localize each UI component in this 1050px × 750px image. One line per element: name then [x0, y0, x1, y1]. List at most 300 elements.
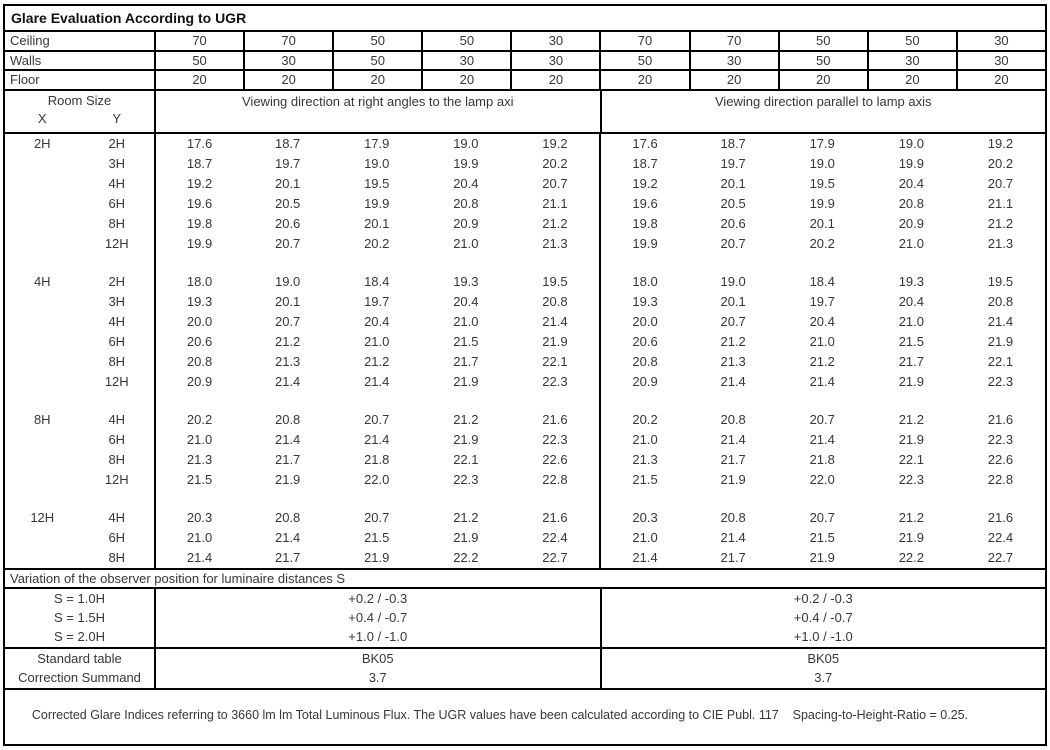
ugr-value-cell: 20.2 — [364, 236, 390, 251]
surface-value-cell: 20 — [778, 71, 867, 89]
room-y-cell — [80, 392, 155, 410]
ugr-value-cell: 19.8 — [599, 214, 688, 234]
ugr-value-cell: 21.5 — [364, 530, 390, 545]
ugr-value-cell: 18.7 — [720, 136, 746, 151]
surface-value-cell: 30 — [421, 52, 510, 70]
ugr-value-cell: 21.8 — [809, 452, 835, 467]
ugr-row — [5, 174, 1045, 194]
ugr-value-cell: 20.7 — [720, 236, 746, 251]
ugr-value-cell: 21.5 — [453, 334, 479, 349]
room-x-cell — [5, 490, 80, 508]
observer-distance-row-label: S = 2.0H — [54, 629, 105, 645]
ugr-value-cell: 19.9 — [599, 234, 688, 254]
room-x-cell — [5, 430, 80, 450]
ugr-value-cell — [689, 490, 778, 508]
room-y-cell: 4H — [108, 314, 126, 329]
ugr-value-cell — [154, 392, 243, 410]
ugr-value-cell: 20.8 — [987, 294, 1014, 309]
axis-x-label: X — [37, 110, 47, 126]
ugr-row — [5, 234, 1045, 254]
ugr-value-cell: 21.6 — [542, 510, 568, 525]
ugr-value-cell: 20.6 — [274, 216, 301, 231]
surface-row-label: Ceiling — [10, 33, 50, 49]
ugr-value-cell: 22.3 — [898, 472, 924, 487]
room-y-cell: 8H — [108, 452, 126, 467]
ugr-row — [5, 450, 1045, 470]
ugr-row — [5, 194, 1045, 214]
surface-value-cell: 30 — [243, 52, 332, 70]
ugr-value-cell: 21.0 — [154, 430, 243, 450]
ugr-value-cell: 20.2 — [987, 156, 1014, 171]
ugr-value-cell: 19.0 — [453, 136, 479, 151]
ugr-value-cell: 19.2 — [154, 174, 243, 194]
ugr-value-cell: 19.3 — [154, 292, 243, 312]
ugr-value-cell: 22.0 — [364, 472, 390, 487]
ugr-table — [3, 4, 1047, 746]
ugr-value-cell: 21.6 — [987, 510, 1014, 525]
ugr-value-cell: 21.4 — [720, 374, 746, 389]
ugr-value-cell: 19.0 — [274, 274, 301, 289]
room-y-cell: 6H — [108, 530, 126, 545]
ugr-value-cell: 20.4 — [453, 294, 479, 309]
ugr-value-cell — [154, 490, 243, 508]
ugr-value-cell: 21.4 — [720, 530, 746, 545]
room-x-cell — [5, 312, 80, 332]
ugr-row — [5, 332, 1045, 352]
footer-note: Corrected Glare Indices referring to 3660 lm lm Total Luminous Flux. The UGR values have been calculated according to CIE Publ. 117 Spacing-to-Height-Ratio = 0.25. — [31, 708, 969, 723]
surface-value-cell: 50 — [332, 32, 421, 50]
ugr-value-cell: 19.2 — [599, 174, 688, 194]
ugr-value-cell: 21.4 — [809, 432, 835, 447]
ugr-value-cell — [867, 254, 956, 272]
ugr-value-cell: 20.4 — [898, 294, 924, 309]
ugr-value-cell: 22.1 — [987, 354, 1014, 369]
room-x-cell — [5, 292, 80, 312]
summary-row-right-value: BK05 — [600, 649, 1046, 669]
ugr-value-cell — [510, 490, 599, 508]
ugr-value-cell: 19.7 — [720, 156, 746, 171]
room-y-cell — [80, 490, 155, 508]
ugr-value-cell — [778, 490, 867, 508]
ugr-row — [5, 312, 1045, 332]
spacer-row — [5, 490, 1045, 508]
ugr-value-cell: 19.9 — [154, 234, 243, 254]
ugr-row — [5, 272, 1045, 292]
ugr-value-cell: 22.7 — [542, 550, 568, 565]
ugr-value-cell: 19.7 — [274, 156, 301, 171]
ugr-value-cell — [332, 490, 421, 508]
ugr-value-cell: 20.2 — [154, 410, 243, 430]
ugr-value-cell — [956, 490, 1045, 508]
ugr-value-cell: 20.8 — [599, 352, 688, 372]
summary-row-left-value: BK05 — [154, 649, 600, 669]
ugr-value-cell: 20.4 — [453, 176, 479, 191]
ugr-row — [5, 548, 1045, 568]
ugr-value-cell: 19.6 — [154, 194, 243, 214]
ugr-value-cell: 21.5 — [809, 530, 835, 545]
ugr-value-cell: 20.7 — [542, 176, 568, 191]
viewing-direction-parallel-header: Viewing direction parallel to lamp axis — [600, 91, 1046, 132]
ugr-value-cell: 21.4 — [364, 432, 390, 447]
ugr-value-cell: 21.9 — [720, 472, 746, 487]
room-x-cell: 12H — [30, 510, 55, 525]
ugr-value-cell: 20.8 — [720, 510, 746, 525]
ugr-value-cell: 20.4 — [809, 314, 835, 329]
room-size-header-cell — [5, 91, 154, 132]
ugr-value-cell: 20.6 — [154, 332, 243, 352]
room-x-cell — [5, 332, 80, 352]
ugr-row — [5, 372, 1045, 392]
room-y-cell: 2H — [108, 274, 126, 289]
surface-value-cell: 70 — [243, 32, 332, 50]
ugr-value-cell: 21.9 — [898, 432, 924, 447]
surface-value-cell: 30 — [956, 32, 1045, 50]
room-y-cell: 8H — [108, 354, 126, 369]
ugr-value-cell: 19.5 — [542, 274, 568, 289]
ugr-value-cell: 19.2 — [542, 136, 568, 151]
ugr-value-cell: 20.6 — [720, 216, 746, 231]
surface-value-cell: 50 — [778, 52, 867, 70]
ugr-value-cell: 20.9 — [898, 216, 924, 231]
ugr-value-cell: 21.7 — [898, 354, 924, 369]
room-x-cell — [5, 154, 80, 174]
ugr-row — [5, 134, 1045, 154]
surface-value-cell: 30 — [956, 52, 1045, 70]
surface-value-cell: 50 — [421, 32, 510, 50]
ugr-value-cell: 21.3 — [542, 236, 568, 251]
room-x-cell — [5, 174, 80, 194]
ugr-value-cell: 21.2 — [274, 334, 301, 349]
surface-value-cell: 50 — [778, 32, 867, 50]
surface-value-cell: 20 — [332, 71, 421, 89]
room-y-cell: 3H — [108, 294, 126, 309]
ugr-value-cell: 18.7 — [154, 154, 243, 174]
observer-distance-row-label: S = 1.5H — [54, 610, 105, 626]
ugr-value-cell: 19.2 — [987, 136, 1014, 151]
page-title: Glare Evaluation According to UGR — [11, 10, 247, 26]
ugr-value-cell: 21.1 — [542, 196, 568, 211]
ugr-value-cell: 20.7 — [364, 412, 390, 427]
ugr-value-cell: 22.0 — [809, 472, 835, 487]
footer-row — [5, 688, 1045, 744]
ugr-value-cell: 20.8 — [274, 510, 301, 525]
ugr-value-cell: 20.7 — [364, 510, 390, 525]
ugr-value-cell: 21.4 — [154, 548, 243, 568]
surface-row-label: Floor — [10, 72, 40, 88]
ugr-value-cell — [154, 254, 243, 272]
summary-row-label: Correction Summand — [18, 670, 141, 686]
surface-row — [5, 71, 1045, 91]
ugr-value-cell — [689, 392, 778, 410]
ugr-value-cell: 21.7 — [720, 550, 746, 565]
ugr-value-cell: 21.2 — [453, 412, 479, 427]
ugr-value-cell: 21.6 — [987, 412, 1014, 427]
ugr-value-cell: 22.1 — [453, 452, 479, 467]
ugr-value-cell: 20.1 — [720, 176, 746, 191]
room-x-cell: 2H — [33, 136, 51, 151]
ugr-row — [5, 528, 1045, 548]
surface-value-cell: 30 — [867, 52, 956, 70]
ugr-value-cell: 20.7 — [987, 176, 1014, 191]
ugr-value-cell: 21.3 — [987, 236, 1014, 251]
summary-row-left-value: 3.7 — [154, 668, 600, 688]
ugr-value-cell: 20.1 — [274, 294, 301, 309]
ugr-value-cell: 22.6 — [987, 452, 1014, 467]
ugr-value-cell: 21.9 — [542, 334, 568, 349]
ugr-value-cell: 17.9 — [809, 136, 835, 151]
ugr-value-cell: 21.3 — [274, 354, 301, 369]
ugr-value-cell — [332, 254, 421, 272]
ugr-value-cell: 21.1 — [987, 196, 1014, 211]
ugr-row — [5, 508, 1045, 528]
surface-value-cell: 20 — [510, 71, 599, 89]
room-x-cell — [5, 528, 80, 548]
room-x-cell — [5, 214, 80, 234]
ugr-value-cell: 19.3 — [453, 274, 479, 289]
ugr-value-cell: 22.6 — [542, 452, 568, 467]
room-x-cell — [5, 392, 80, 410]
ugr-value-cell: 21.0 — [898, 314, 924, 329]
ugr-value-cell: 21.0 — [453, 236, 479, 251]
surface-row-label: Walls — [10, 52, 42, 68]
room-x-cell: 8H — [33, 412, 51, 427]
ugr-value-cell: 19.9 — [898, 156, 924, 171]
surface-value-cell: 20 — [421, 71, 510, 89]
ugr-value-cell: 21.0 — [898, 236, 924, 251]
ugr-value-cell: 19.9 — [453, 156, 479, 171]
observer-distance-row-label: S = 1.0H — [54, 590, 105, 606]
ugr-value-cell — [867, 490, 956, 508]
ugr-value-cell: 21.9 — [987, 334, 1014, 349]
room-x-cell — [5, 548, 80, 568]
ugr-value-cell — [421, 392, 510, 410]
ugr-value-cell: 17.6 — [599, 134, 688, 154]
ugr-value-cell: 21.2 — [987, 216, 1014, 231]
ugr-value-cell — [599, 490, 688, 508]
observer-distance-row-right-value: +0.2 / -0.3 — [600, 589, 1046, 608]
room-y-cell: 8H — [108, 216, 126, 231]
ugr-value-cell: 20.1 — [274, 176, 301, 191]
surface-value-cell: 20 — [154, 71, 243, 89]
ugr-value-cell: 21.9 — [364, 550, 390, 565]
ugr-value-cell: 20.0 — [154, 312, 243, 332]
ugr-value-cell: 21.0 — [364, 334, 390, 349]
summary-rows — [5, 647, 1045, 688]
ugr-value-cell: 20.8 — [453, 196, 479, 211]
surface-value-cell: 50 — [154, 52, 243, 70]
room-y-cell: 12H — [104, 472, 129, 487]
ugr-value-cell — [510, 392, 599, 410]
ugr-value-cell: 21.0 — [599, 430, 688, 450]
observer-distance-row-left-value: +0.4 / -0.7 — [154, 608, 600, 627]
ugr-value-cell: 20.5 — [720, 196, 746, 211]
ugr-value-cell: 20.6 — [599, 332, 688, 352]
variation-title: Variation of the observer position for luminaire distances S — [10, 570, 346, 586]
ugr-value-cell: 20.7 — [274, 236, 301, 251]
surface-value-cell: 70 — [599, 32, 688, 50]
ugr-value-cell: 20.7 — [720, 314, 746, 329]
room-y-cell: 4H — [108, 176, 126, 191]
ugr-value-cell: 22.8 — [542, 472, 568, 487]
ugr-value-cell: 21.5 — [154, 470, 243, 490]
ugr-value-cell: 21.9 — [453, 374, 479, 389]
ugr-value-cell: 22.2 — [898, 550, 924, 565]
ugr-value-cell: 19.5 — [364, 176, 390, 191]
room-y-cell — [80, 254, 155, 272]
ugr-value-cell: 21.9 — [809, 550, 835, 565]
ugr-value-cell: 21.0 — [809, 334, 835, 349]
ugr-value-cell: 22.7 — [987, 550, 1014, 565]
room-y-cell: 2H — [108, 136, 126, 151]
room-y-cell: 4H — [108, 510, 126, 525]
ugr-value-cell: 20.8 — [898, 196, 924, 211]
ugr-value-cell: 21.4 — [274, 432, 301, 447]
ugr-value-cell — [332, 392, 421, 410]
ugr-value-cell: 21.5 — [599, 470, 688, 490]
ugr-value-cell — [956, 254, 1045, 272]
ugr-value-cell — [956, 392, 1045, 410]
column-header-row — [5, 91, 1045, 134]
surface-value-cell: 30 — [510, 52, 599, 70]
xy-axis-labels — [5, 111, 154, 126]
ugr-value-cell: 20.7 — [809, 412, 835, 427]
ugr-value-cell — [421, 490, 510, 508]
room-y-cell: 8H — [108, 550, 126, 565]
room-y-cell: 12H — [104, 374, 129, 389]
ugr-value-cell: 20.8 — [274, 412, 301, 427]
ugr-value-cell: 21.9 — [453, 432, 479, 447]
ugr-value-cell: 21.4 — [274, 374, 301, 389]
surface-value-cell: 20 — [867, 71, 956, 89]
observer-distance-row — [5, 608, 1045, 627]
ugr-row — [5, 214, 1045, 234]
room-size-label: Room Size — [47, 92, 112, 108]
ugr-value-cell: 20.1 — [364, 216, 390, 231]
ugr-value-cell — [778, 392, 867, 410]
ugr-value-cell: 21.8 — [364, 452, 390, 467]
ugr-row — [5, 292, 1045, 312]
room-x-cell — [5, 372, 80, 392]
ugr-value-cell: 22.1 — [542, 354, 568, 369]
ugr-value-cell: 20.8 — [542, 294, 568, 309]
ugr-value-cell: 19.5 — [987, 274, 1014, 289]
ugr-value-cell: 20.7 — [809, 510, 835, 525]
surface-value-cell: 70 — [689, 32, 778, 50]
ugr-value-cell: 21.4 — [720, 432, 746, 447]
ugr-value-cell: 21.0 — [154, 528, 243, 548]
ugr-value-cell — [243, 392, 332, 410]
variation-rows — [5, 589, 1045, 647]
ugr-value-cell: 21.7 — [274, 452, 301, 467]
surface-value-cell: 30 — [689, 52, 778, 70]
surface-value-cell: 20 — [599, 71, 688, 89]
ugr-row — [5, 470, 1045, 490]
ugr-value-cell: 22.3 — [987, 432, 1014, 447]
ugr-value-cell: 21.6 — [542, 412, 568, 427]
ugr-value-cell: 22.1 — [898, 452, 924, 467]
ugr-value-cell: 20.0 — [599, 312, 688, 332]
observer-distance-row-right-value: +0.4 / -0.7 — [600, 608, 1046, 627]
ugr-value-cell: 21.2 — [809, 354, 835, 369]
room-y-cell: 6H — [108, 196, 126, 211]
ugr-value-cell: 21.0 — [453, 314, 479, 329]
room-x-cell — [5, 450, 80, 470]
surface-value-cell: 20 — [689, 71, 778, 89]
viewing-direction-right-angles-header: Viewing direction at right angles to the lamp axi — [154, 91, 600, 132]
ugr-value-cell: 21.4 — [364, 374, 390, 389]
ugr-value-cell: 22.3 — [453, 472, 479, 487]
ugr-value-cell: 21.9 — [453, 530, 479, 545]
ugr-value-cell — [243, 254, 332, 272]
ugr-value-cell: 21.2 — [898, 510, 924, 525]
ugr-value-cell: 20.9 — [453, 216, 479, 231]
ugr-value-cell: 21.5 — [898, 334, 924, 349]
ugr-value-cell: 22.4 — [542, 530, 568, 545]
ugr-value-cell: 21.3 — [154, 450, 243, 470]
ugr-value-cell: 18.4 — [809, 274, 835, 289]
ugr-value-cell: 20.9 — [154, 372, 243, 392]
surface-row — [5, 52, 1045, 72]
ugr-value-cell: 20.2 — [599, 410, 688, 430]
observer-distance-row-left-value: +0.2 / -0.3 — [154, 589, 600, 608]
ugr-value-cell: 21.9 — [274, 472, 301, 487]
ugr-value-cell: 21.2 — [542, 216, 568, 231]
observer-distance-row — [5, 589, 1045, 608]
observer-distance-row-left-value: +1.0 / -1.0 — [154, 627, 600, 646]
ugr-value-cell: 21.2 — [364, 354, 390, 369]
ugr-value-cell: 19.0 — [720, 274, 746, 289]
ugr-value-cell: 21.7 — [453, 354, 479, 369]
ugr-value-cell — [421, 254, 510, 272]
ugr-row — [5, 430, 1045, 450]
ugr-value-cell — [689, 254, 778, 272]
surface-row — [5, 32, 1045, 52]
ugr-value-cell — [510, 254, 599, 272]
ugr-value-cell: 19.3 — [898, 274, 924, 289]
ugr-value-cell: 19.3 — [599, 292, 688, 312]
ugr-value-cell: 20.2 — [809, 236, 835, 251]
ugr-value-cell: 21.4 — [809, 374, 835, 389]
ugr-value-cell: 21.2 — [898, 412, 924, 427]
room-x-cell — [5, 470, 80, 490]
ugr-value-cell: 18.0 — [154, 272, 243, 292]
ugr-value-cell: 17.9 — [364, 136, 390, 151]
variation-title-row — [5, 568, 1045, 589]
surface-value-cell: 50 — [332, 52, 421, 70]
ugr-value-cell — [867, 392, 956, 410]
title-row — [5, 6, 1045, 32]
ugr-value-cell: 19.6 — [599, 194, 688, 214]
room-x-cell — [5, 352, 80, 372]
ugr-value-cell: 19.9 — [809, 196, 835, 211]
ugr-value-cell: 20.4 — [898, 176, 924, 191]
surface-value-cell: 20 — [243, 71, 332, 89]
ugr-value-cell: 21.9 — [898, 374, 924, 389]
spacer-row — [5, 392, 1045, 410]
ugr-value-cell: 20.7 — [274, 314, 301, 329]
surface-value-cell: 50 — [599, 52, 688, 70]
ugr-value-cell — [243, 490, 332, 508]
ugr-value-cell: 22.3 — [542, 432, 568, 447]
summary-row-right-value: 3.7 — [600, 668, 1046, 688]
ugr-value-cell: 19.9 — [364, 196, 390, 211]
ugr-value-cell: 20.8 — [154, 352, 243, 372]
ugr-value-cell: 22.3 — [987, 374, 1014, 389]
ugr-value-cell — [778, 254, 867, 272]
ugr-value-cell: 19.0 — [364, 156, 390, 171]
ugr-value-cell: 21.3 — [720, 354, 746, 369]
room-y-cell: 12H — [104, 236, 129, 251]
